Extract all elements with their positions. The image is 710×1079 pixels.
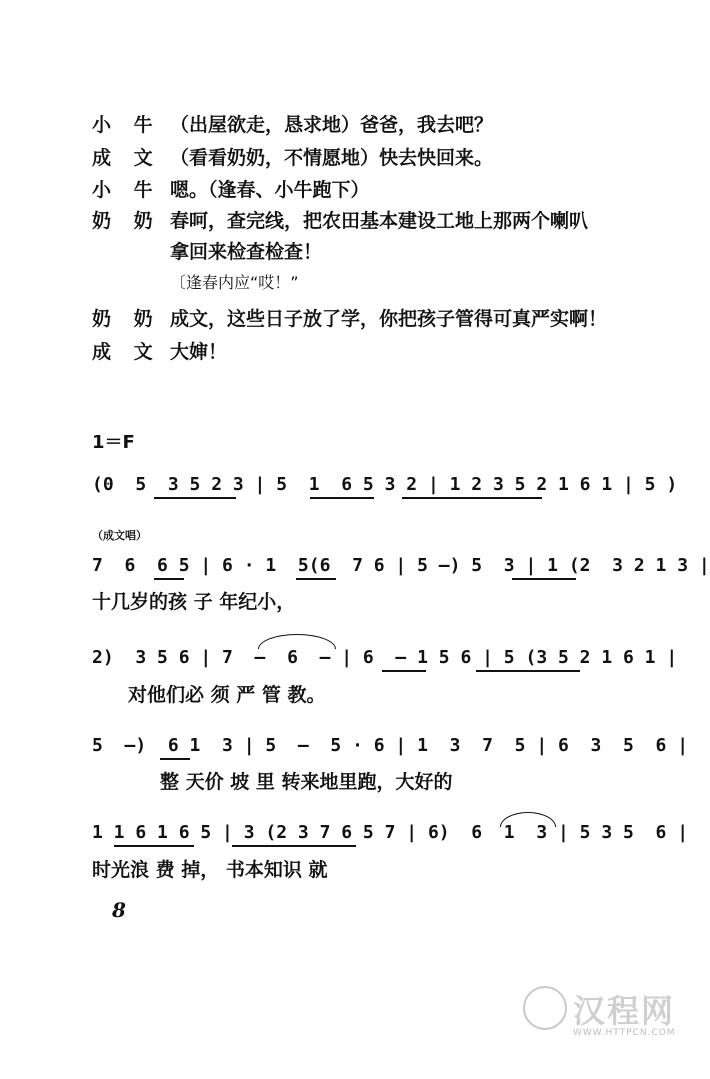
- dialogue-text: （出屋欲走，恳求地）爸爸，我去吧？: [170, 114, 494, 136]
- speaker: 小 牛: [92, 179, 161, 201]
- notation-intro: (0 5 3 5 2 3 | 5 1 6 5 3 2 | 1 2 3 5 2 1 6 1 | 5 ): [92, 474, 678, 495]
- dialogue-continuation: 拿回来检查检查！: [170, 241, 323, 263]
- dialogue-text: 大婶！: [170, 341, 228, 363]
- stage-direction: 〔逢春内应“哎！”: [170, 273, 299, 292]
- beam: [296, 578, 336, 580]
- speaker: 奶 奶: [92, 210, 161, 232]
- flower-logo-icon: [523, 986, 567, 1030]
- lyrics-line: 整 天价 坡 里 转来地里跑，大好的: [160, 771, 453, 793]
- dialogue-text: （看看奶奶，不情愿地）快去快回来。: [170, 147, 494, 169]
- beam: [232, 845, 356, 847]
- slur: [258, 634, 336, 649]
- dialogue-line: [92, 340, 227, 364]
- page-number: 8: [112, 898, 126, 922]
- beam: [154, 578, 184, 580]
- lyrics-line: 对他们必 须 严 管 教。: [128, 684, 326, 706]
- dialogue-line: [92, 178, 370, 202]
- beam: [160, 758, 190, 760]
- lyrics-line: 十几岁的孩 子 年纪小，: [92, 591, 296, 613]
- dialogue-line: [92, 113, 493, 137]
- speaker: 成 文: [92, 341, 161, 363]
- dialogue-line: [92, 146, 493, 170]
- beam: [476, 670, 580, 672]
- speaker: 小 牛: [92, 114, 161, 136]
- beam: [512, 578, 576, 580]
- lyrics-line: 时光浪 费 掉， 书本知识 就: [92, 859, 328, 881]
- beam: [310, 497, 374, 499]
- slur: [500, 812, 556, 827]
- dialogue-line: [92, 209, 588, 233]
- notation-line: 1 1 6 1 6 5 | 3 (2 3 7 6 5 7 | 6) 6 1 3 | 5 3 5 6 |: [92, 822, 689, 843]
- speaker: 成 文: [92, 147, 161, 169]
- notation-line: 2) 3 5 6 | 7 — 6 — | 6 — 1 5 6 | 5 (3 5 2 1 6 1 |: [92, 647, 678, 668]
- notation-line: 7 6 6 5 | 6 · 1 5(6 7 6 | 5 —) 5 3 | 1 (2 3 2 1 3 |: [92, 555, 710, 576]
- dialogue-text: 嗯。（逢春、小牛跑下）: [170, 179, 370, 201]
- dialogue-text: 成文，这些日子放了学，你把孩子管得可真严实啊！: [170, 308, 608, 330]
- watermark-url: WWW.HTTPCN.COM: [573, 1028, 676, 1038]
- watermark: [515, 980, 705, 1060]
- dialogue-line: [92, 307, 607, 331]
- beam: [402, 497, 542, 499]
- watermark-text: 汉程网: [573, 992, 676, 1030]
- speaker: 奶 奶: [92, 308, 161, 330]
- beam: [114, 845, 194, 847]
- singer-note: （成文唱）: [92, 529, 147, 542]
- beam: [382, 670, 426, 672]
- key-signature: 1＝F: [92, 432, 135, 453]
- notation-line: 5 —) 6 1 3 | 5 — 5 · 6 | 1 3 7 5 | 6 3 5 6 |: [92, 735, 689, 756]
- beam: [154, 497, 236, 499]
- dialogue-text: 春呵，查完线，把农田基本建设工地上那两个喇叭: [170, 210, 589, 232]
